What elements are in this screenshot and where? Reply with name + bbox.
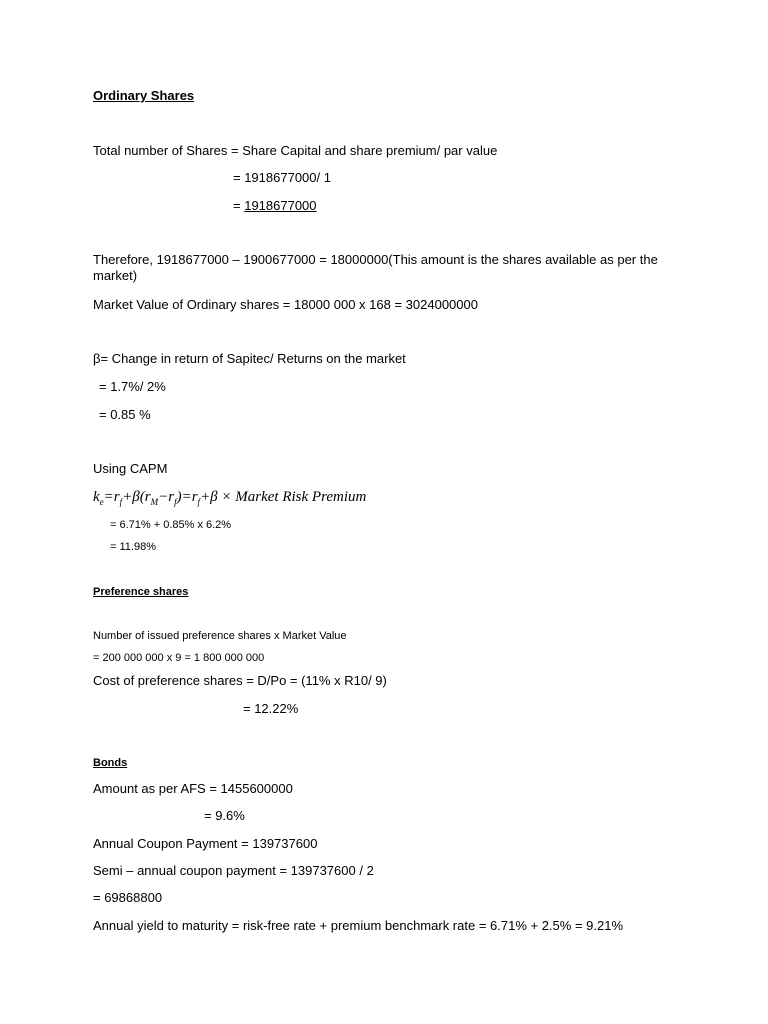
capm-equation: $k_e=r_f+\beta(r_M-r_f)=r_f+\beta$ × Market Risk Premium [93, 489, 367, 507]
total-shares-calc: = 1918677000/ 1 [233, 170, 331, 185]
preference-calc: = 200 000 000 x 9 = 1 800 000 000 [93, 652, 265, 664]
total-shares-value: 1918677000 [244, 198, 317, 213]
beta-calculation: = 1.7%/ 2% [99, 379, 166, 394]
bonds-amount: Amount as per AFS = 1455600000 [93, 781, 293, 796]
heading-ordinary-shares: Ordinary Shares [93, 88, 195, 103]
preference-formula: Number of issued preference shares x Market Value [93, 630, 347, 642]
capm-result: = 11.98% [110, 541, 156, 553]
total-shares-formula: Total number of Shares = Share Capital and share premium/ par value [93, 143, 498, 158]
bonds-rate: = 9.6% [204, 808, 245, 823]
preference-cost: Cost of preference shares = D/Po = (11% x R10/ 9) [93, 673, 387, 688]
capm-label: Using CAPM [93, 461, 168, 476]
annual-coupon: Annual Coupon Payment = 139737600 [93, 836, 318, 851]
beta-result: = 0.85 % [99, 407, 151, 422]
total-shares-eq-sign: = [233, 198, 241, 213]
heading-preference-shares: Preference shares [93, 586, 189, 598]
heading-bonds: Bonds [93, 757, 128, 769]
market-value-line: Market Value of Ordinary shares = 18000 000 x 168 = 3024000000 [93, 297, 478, 312]
beta-definition: β= Change in return of Sapitec/ Returns on the market [93, 351, 406, 366]
yield-to-maturity: Annual yield to maturity = risk-free rate + premium benchmark rate = 6.71% + 2.5% = 9.21% [93, 918, 624, 933]
preference-cost-result: = 12.22% [243, 701, 299, 716]
semi-annual-result: = 69868800 [93, 890, 163, 905]
semi-annual-coupon: Semi – annual coupon payment = 139737600 / 2 [93, 863, 374, 878]
total-shares-result [233, 198, 317, 214]
therefore-statement: Therefore, 1918677000 – 1900677000 = 18000000(This amount is the shares available as per the market) [93, 252, 658, 283]
capm-calculation: = 6.71% + 0.85% x 6.2% [110, 519, 232, 531]
